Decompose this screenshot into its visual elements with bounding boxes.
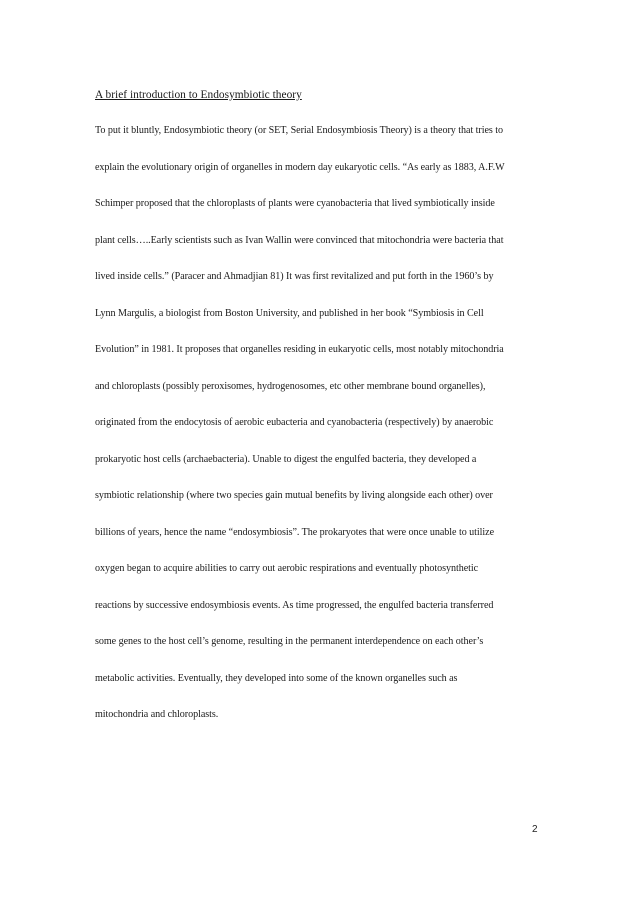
paragraph-line: Schimper proposed that the chloroplasts of plants were cyanobacteria that lived symbiotically inside (95, 198, 495, 209)
paragraph-line: explain the evolutionary origin of organelles in modern day eukaryotic cells. “As early as 1883, A.F.W (95, 161, 505, 173)
paragraph-line: To put it bluntly, Endosymbiotic theory (or SET, Serial Endosymbiosis Theory) is a theory that tries to (95, 125, 504, 136)
paragraph-line: metabolic activities. Eventually, they developed into some of the known organelles such as (95, 672, 458, 684)
paragraph-line: billions of years, hence the name “endosymbiosis”. The prokaryotes that were once unable to utilize (95, 526, 495, 538)
paragraph-line: Lynn Margulis, a biologist from Boston University, and published in her book “Symbiosis in Cell (95, 307, 484, 319)
paragraph-line: oxygen began to acquire abilities to carry out aerobic respirations and eventually photosynthetic (95, 563, 479, 574)
paragraph-line: prokaryotic host cells (archaebacteria). Unable to digest the engulfed bacteria, they developed a (95, 453, 477, 465)
paragraph-line: mitochondria and chloroplasts. (95, 709, 219, 720)
paragraph-line: plant cells…..Early scientists such as Ivan Wallin were convinced that mitochondria were bacteria that (95, 234, 504, 246)
page-number: 2 (532, 824, 538, 835)
paragraph-line: lived inside cells.” (Paracer and Ahmadjian 81) It was first revitalized and put forth in the 1960’s by (95, 271, 494, 282)
paragraph-line: Evolution” in 1981. It proposes that organelles residing in eukaryotic cells, most notably mitochondria (95, 344, 504, 355)
body-paragraph (95, 124, 545, 745)
paragraph-line: some genes to the host cell’s genome, resulting in the permanent interdependence on each other’s (95, 636, 484, 647)
paragraph-line: and chloroplasts (possibly peroxisomes, hydrogenosomes, etc other membrane bound organelles), (95, 380, 486, 392)
paragraph-line: reactions by successive endosymbiosis events. As time progressed, the engulfed bacteria transferred (95, 599, 494, 611)
paragraph-line: symbiotic relationship (where two species gain mutual benefits by living alongside each other) over (95, 490, 493, 501)
paragraph-line: originated from the endocytosis of aerobic eubacteria and cyanobacteria (respectively) by anaerobic (95, 417, 494, 428)
document-title: A brief introduction to Endosymbiotic theory (95, 89, 302, 101)
